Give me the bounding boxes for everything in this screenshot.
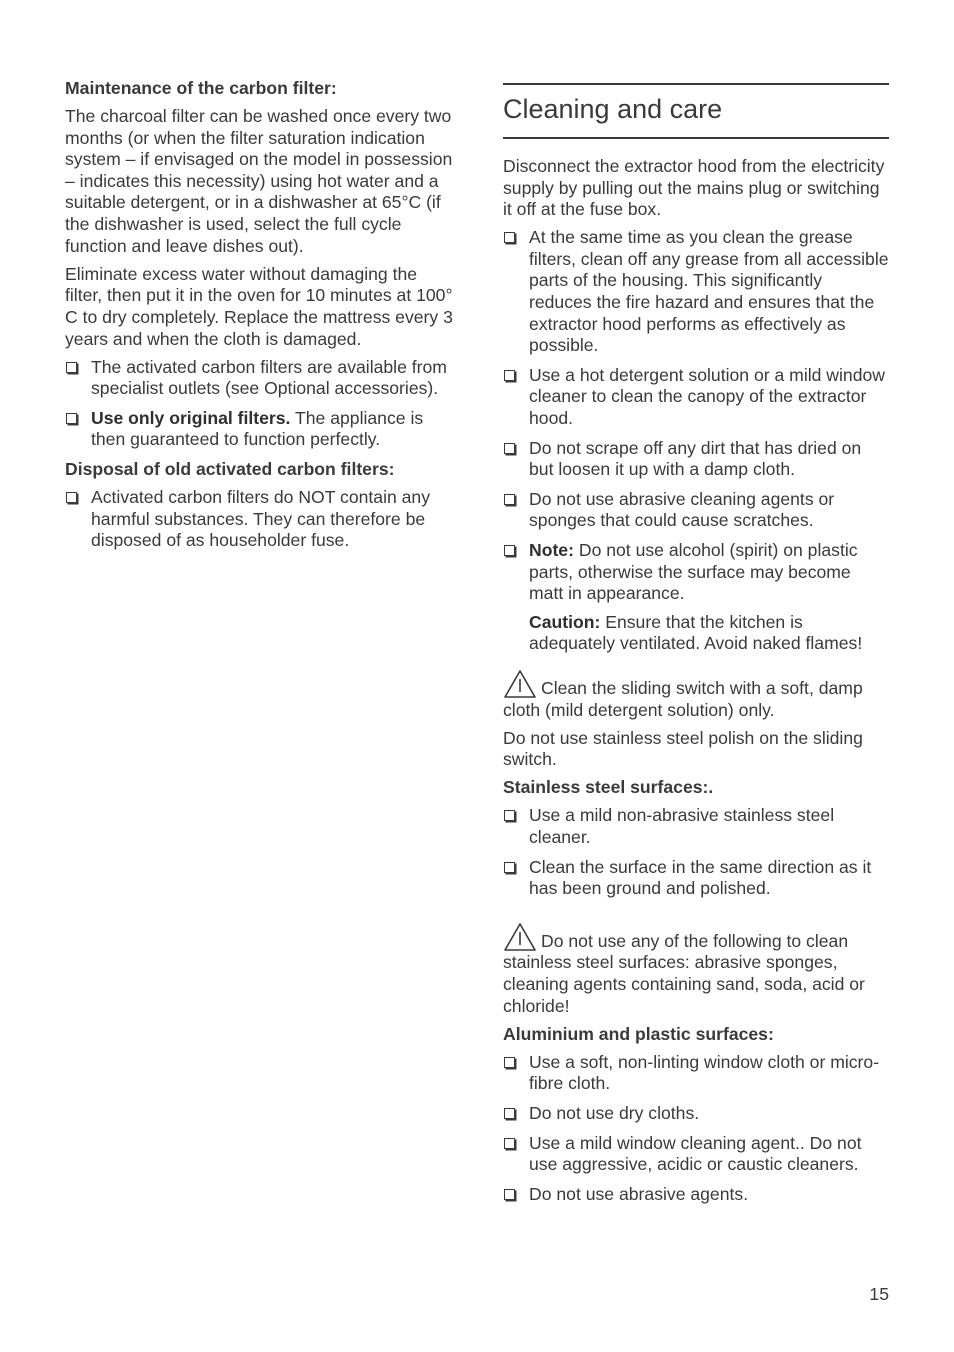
warning-triangle-icon (503, 669, 537, 699)
carbon-filter-drying-paragraph: Eliminate excess water without damaging the filter, then put it in the oven for 10 minutes at 100° C to dry completely. Replace the mattress every 3 years and when the cloth is damaged. (65, 263, 453, 349)
aluminium-plastic-list (503, 1052, 889, 1206)
warning-triangle-icon (503, 922, 537, 952)
checkbox-bullet-icon (66, 492, 77, 503)
checkbox-bullet-icon (504, 494, 515, 505)
list-item: Clean the surface in the same direction as it has been ground and polished. (503, 857, 889, 900)
section-title: Cleaning and care (503, 94, 723, 124)
stainless-steel-list (503, 805, 889, 899)
checkbox-bullet-icon (66, 362, 77, 373)
stainless-steel-warning: Do not use any of the following to clean stainless steel surfaces: abrasive sponges, cleaning agents containing sand, soda, acid or chloride! (503, 922, 889, 1017)
list-item: Use only original filters. The appliance is then guaranteed to function perfectly. (65, 408, 455, 451)
left-column (65, 78, 455, 560)
cleaning-list (503, 227, 889, 655)
checkbox-bullet-icon (504, 1108, 515, 1119)
checkbox-bullet-icon (504, 443, 515, 454)
list-item: Do not use dry cloths. (503, 1103, 889, 1125)
disposal-list (65, 487, 455, 552)
carbon-filter-maintenance-heading: Maintenance of the carbon filter: (65, 78, 337, 98)
checkbox-bullet-icon (504, 232, 515, 243)
checkbox-bullet-icon (504, 1189, 515, 1200)
disposal-heading: Disposal of old activated carbon filters: (65, 459, 395, 479)
aluminium-plastic-heading: Aluminium and plastic surfaces: (503, 1023, 774, 1044)
list-item: Use a mild window cleaning agent.. Do not use aggressive, acidic or caustic cleaners. (503, 1133, 889, 1176)
right-column (503, 78, 889, 1213)
list-item: Use a hot detergent solution or a mild window cleaner to clean the canopy of the extractor hood. (503, 365, 889, 430)
list-item: Do not scrape off any dirt that has dried on but loosen it up with a damp cloth. (503, 438, 889, 481)
sliding-switch-warning: Clean the sliding switch with a soft, damp cloth (mild detergent solution) only. (503, 669, 889, 721)
caution-note: Caution: Ensure that the kitchen is adequately ventilated. Avoid naked flames! (529, 611, 863, 654)
disconnect-paragraph: Disconnect the extractor hood from the electricity supply by pulling out the mains plug or switching it off at the fuse box. (503, 156, 885, 220)
checkbox-bullet-icon (504, 545, 515, 556)
list-item: At the same time as you clean the grease filters, clean off any grease from all accessible parts of the housing. This significantly reduces the fire hazard and ensures that the extractor hood performs as effectively as possible. (503, 227, 889, 357)
list-item: Do not use abrasive cleaning agents or sponges that could cause scratches. (503, 489, 889, 532)
list-item: Use a soft, non-linting window cloth or micro-fibre cloth. (503, 1052, 889, 1095)
checkbox-bullet-icon (504, 810, 515, 821)
checkbox-bullet-icon (504, 1057, 515, 1068)
sliding-switch-paragraph: Do not use stainless steel polish on the sliding switch. (503, 727, 863, 770)
list-item: Do not use abrasive agents. (503, 1184, 889, 1206)
stainless-steel-heading: Stainless steel surfaces:. (503, 777, 714, 798)
carbon-filter-washing-paragraph: The charcoal filter can be washed once every two months (or when the filter saturation indication system – if envisaged on the model in possession – indicates this necessity) using hot water and a suitable detergent, or in a dishwasher at 65°C (if the dishwasher is used, select the full cycle function and leave dishes out). (65, 106, 453, 256)
list-item: Use a mild non-abrasive stainless steel cleaner. (503, 805, 889, 848)
list-item: Note: Do not use alcohol (spirit) on plastic parts, otherwise the surface may become matt in appearance. Caution: Ensure that the kitchen is adequately ventilated. Avoid naked flames! (503, 540, 889, 655)
checkbox-bullet-icon (504, 1138, 515, 1149)
checkbox-bullet-icon (66, 413, 77, 424)
checkbox-bullet-icon (504, 370, 515, 381)
page-number: 15 (869, 1284, 889, 1304)
title-rule-bottom (503, 137, 889, 139)
checkbox-bullet-icon (504, 862, 515, 873)
list-item: Activated carbon filters do NOT contain any harmful substances. They can therefore be disposed of as householder fuse. (65, 487, 455, 552)
carbon-filter-list (65, 357, 455, 451)
list-item: The activated carbon filters are available from specialist outlets (see Optional accessories). (65, 357, 455, 400)
